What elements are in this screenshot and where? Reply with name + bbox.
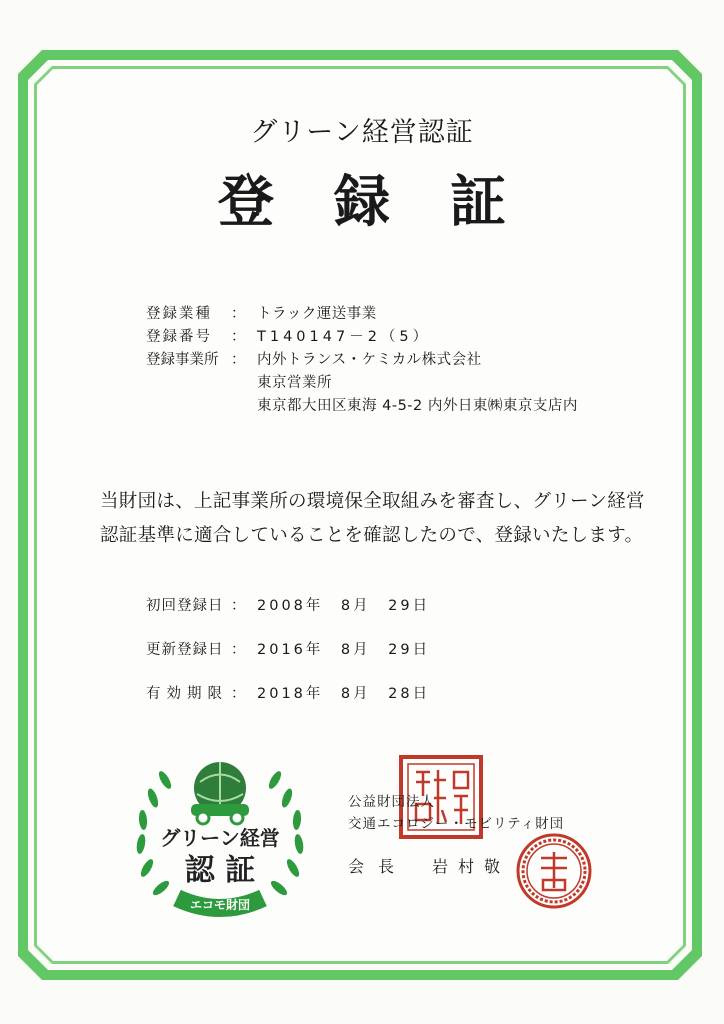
- logo-org-name: エコモ財団: [189, 898, 251, 912]
- green-management-logo: [125, 742, 315, 922]
- registration-office-branch: 東京営業所: [257, 375, 332, 391]
- colon: ：: [231, 329, 246, 345]
- registration-office-address: 東京都大田区東海 4-5-2 内外日東㈱東京支店内: [257, 398, 578, 414]
- logo-name-line-2: 認 証: [184, 853, 256, 888]
- issuer-foundation-name: 交通エコロジー・モビリティ財団: [348, 816, 565, 832]
- registration-info: [146, 303, 578, 418]
- renewal-registration-row: [146, 638, 430, 682]
- registration-category-label: 登録業種: [146, 306, 212, 322]
- registration-number-row: [146, 326, 578, 349]
- colon: ：: [231, 642, 246, 658]
- first-registration-row: [146, 594, 430, 638]
- expiry-row: [146, 682, 430, 726]
- registration-address-row: [146, 395, 578, 418]
- issuer-signatory: [348, 854, 510, 877]
- logo-name-line-1: グリーン経営: [160, 826, 280, 850]
- renewal-registration-value: 2016年 8月 29日: [257, 642, 431, 658]
- round-seal-icon: [515, 832, 593, 910]
- first-registration-value: 2008年 8月 29日: [257, 598, 431, 614]
- registration-category-value: トラック運送事業: [257, 306, 377, 322]
- registration-number-label: 登録番号: [146, 329, 212, 345]
- colon: ：: [231, 598, 246, 614]
- colon: ：: [231, 686, 246, 702]
- issuer-foundation-type: 公益財団法人: [348, 794, 435, 810]
- registration-office-row: [146, 349, 578, 372]
- registration-office-company: 内外トランス・ケミカル株式会社: [257, 352, 482, 368]
- colon: ：: [231, 306, 246, 322]
- renewal-registration-label: 更新登録日: [146, 642, 224, 658]
- registration-category-row: [146, 303, 578, 326]
- issuer-position: 会長: [348, 857, 409, 876]
- globe-truck-icon: [191, 762, 249, 824]
- registration-number-value: T140147－2（5）: [257, 329, 432, 345]
- certificate-subtitle: グリーン経営認証: [250, 117, 474, 148]
- registration-dates: [146, 594, 430, 726]
- expiry-value: 2018年 8月 28日: [257, 686, 431, 702]
- certificate-title: 登録証: [218, 170, 566, 235]
- colon: ：: [231, 352, 246, 368]
- expiry-label: 有効期限: [146, 686, 228, 702]
- issuer-name: 岩村敬: [432, 857, 511, 876]
- first-registration-label: 初回登録日: [146, 598, 224, 614]
- certification-statement: [100, 485, 660, 553]
- registration-branch-row: [146, 372, 578, 395]
- registration-office-label: 登録事業所: [146, 352, 219, 368]
- statement-line-1: 当財団は、上記事業所の環境保全取組みを審査し、グリーン経営: [100, 491, 645, 512]
- statement-line-2: 認証基準に適合していることを確認したので、登録いたします。: [100, 525, 644, 546]
